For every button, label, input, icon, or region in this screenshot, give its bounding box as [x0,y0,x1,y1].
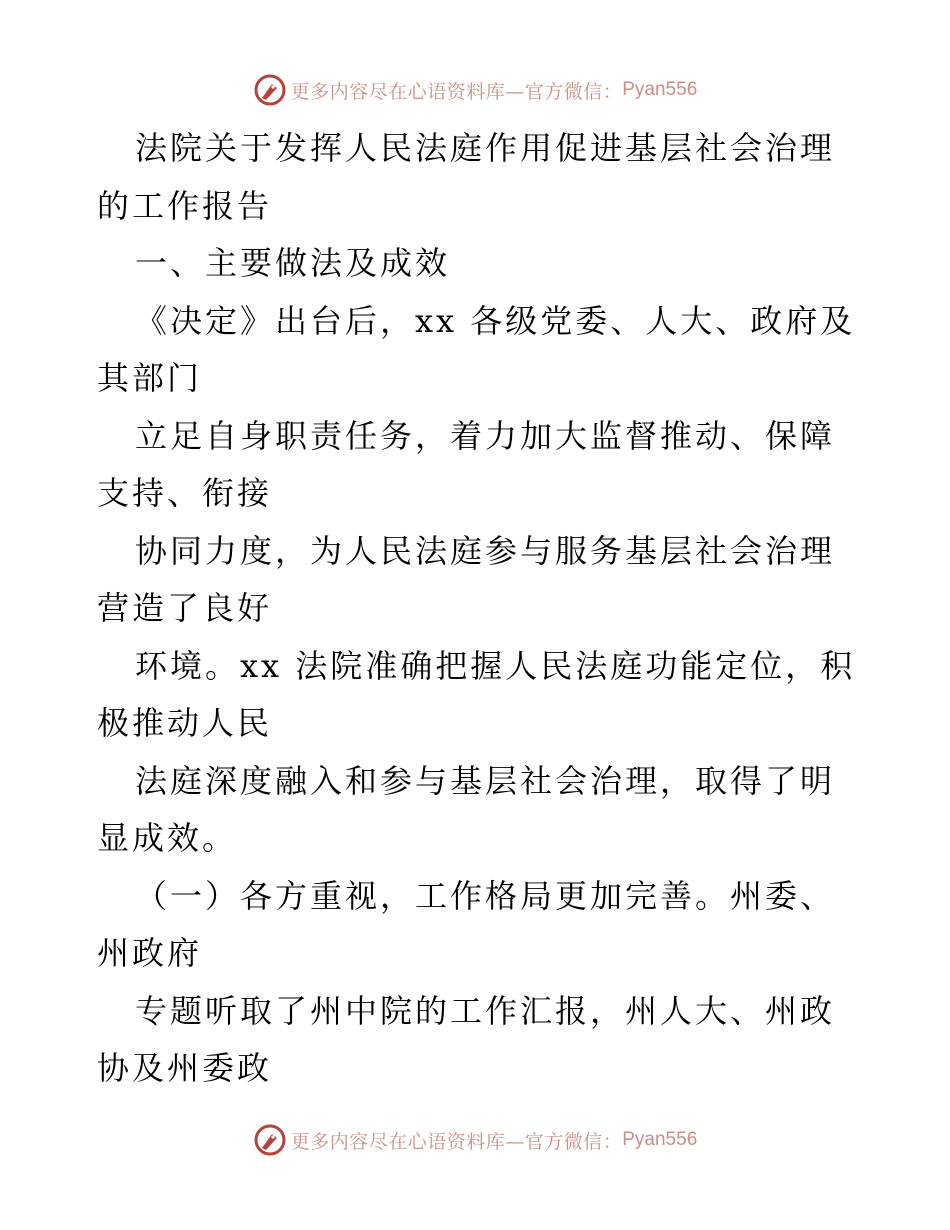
section-heading: 一、主要做法及成效 [135,244,451,282]
header-banner-text: 更多内容尽在心语资料库—官方微信： [290,80,623,103]
body-paragraph: 法庭深度融入和参与基层社会治理，取得了明显成效。 [97,761,836,857]
body-paragraph: 环境。xx 法院准确把握人民法庭功能定位，积极推动人民 [97,646,856,742]
subsection-paragraph: （一）各方重视，工作格局更加完善。州委、州政府 [97,876,836,972]
body-paragraph: 协同力度，为人民法庭参与服务基层社会治理营造了良好 [97,531,836,627]
body-paragraph: 立足自身职责任务，着力加大监督推动、保障支持、衔接 [97,416,836,512]
pen-nib-logo-icon [253,1123,287,1157]
pen-nib-logo-icon [253,73,287,107]
footer-banner-text: 更多内容尽在心语资料库—官方微信： [290,1130,623,1153]
header-banner [0,70,950,110]
footer-banner-wechat-id: Pyan556 [622,1129,698,1150]
body-paragraph: 专题听取了州中院的工作汇报，州人大、州政协及州委政 [97,991,836,1087]
header-banner-wechat-id: Pyan556 [622,79,698,100]
body-paragraph: 《决定》出台后，xx 各级党委、人大、政府及其部门 [97,301,856,397]
document-body [97,120,857,1098]
document-title: 法院关于发挥人民法庭作用促进基层社会治理的工作报告 [97,129,836,225]
footer-banner [0,1120,950,1160]
